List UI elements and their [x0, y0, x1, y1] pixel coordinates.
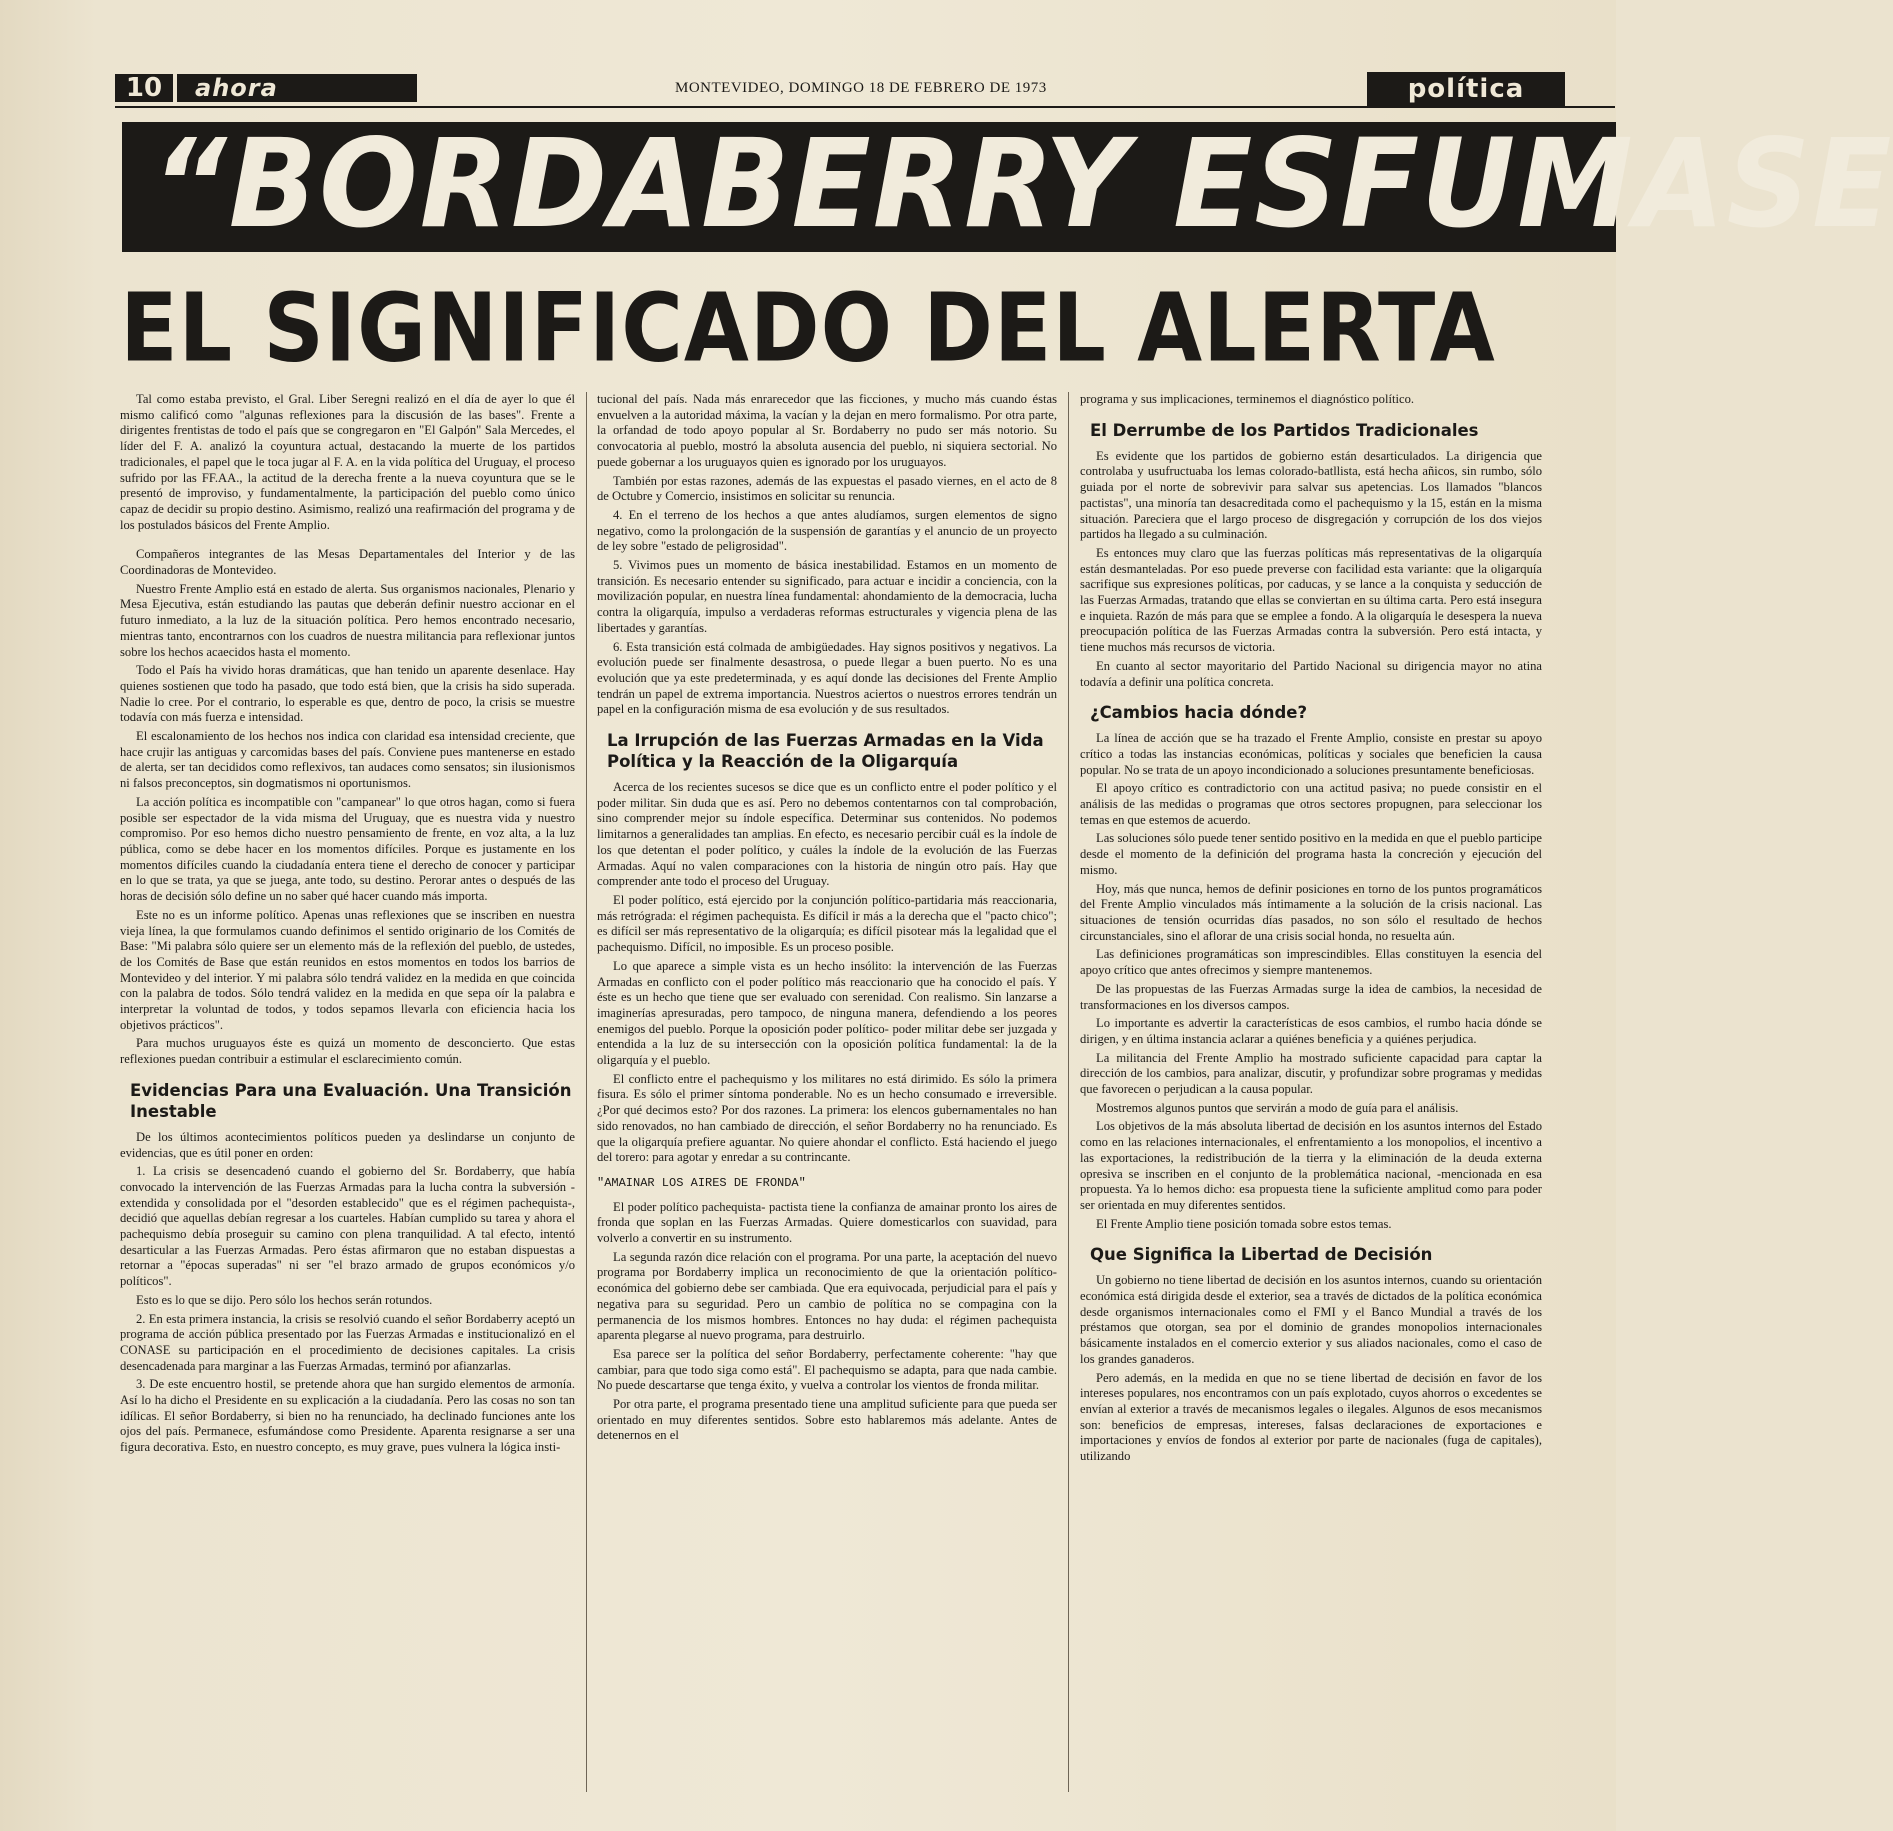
- sub-headline: EL SIGNIFICADO DEL ALERTA: [120, 273, 1496, 383]
- paragraph: Este no es un informe político. Apenas unas reflexiones que se inscriben en nuestra vieja línea, la que formulamos cuando definimos el sentido originario de los Comités de Base: "Mi palabra sólo quiere ser un elemento más de la reflexión del pueblo, de ustedes, de los Comités de Base que están reunidos en estos momentos en todos los barrios de Montevideo y del interior. Y mi palabra sólo tendrá validez en la medida en que coincida con la palabra de todos. Sólo tendrá validez en la medida en que sepa oír la palabra e interpretar la voluntad de todos, y todos sepamos llevarla con eficiencia hacia los objetivos prácticos".: [120, 907, 575, 1032]
- masthead-rule: [115, 106, 1615, 108]
- article-column-1: [120, 392, 575, 1812]
- paragraph: 4. En el terreno de los hechos a que antes aludíamos, surgen elementos de signo negativo, como la prolongación de la suspensión de garantías y el anuncio de un proyecto de ley sobre "estado de peligrosidad".: [597, 507, 1057, 554]
- paragraph: El apoyo crítico es contradictorio con una actitud pasiva; no puede consistir en el análisis de las medidas o programas que otros sectores propugnen, para seleccionar los temas en que estemos de acuerdo.: [1080, 781, 1542, 827]
- section-heading: Evidencias Para una Evaluación. Una Transición Inestable: [130, 1080, 572, 1121]
- paragraph: Nuestro Frente Amplio está en estado de alerta. Sus organismos nacionales, Plenario y Mesa Ejecutiva, están estudiando las pautas que deberán definir nuestro accionar en el futuro inmediato, a la luz de la situación política. Pero hemos encontrado necesario, mientras tanto, encontrarnos con los cuadros de nuestra militancia para reflexionar juntos sobre los hechos acaecidos hasta el momento.: [120, 581, 575, 659]
- paragraph: Es evidente que los partidos de gobierno están desarticulados. La dirigencia que controlaba y usufructuaba los lemas colorado-batllista, está hecha añicos, sin rumbo, sólo guiada por el norte de sobrevivir para salvar sus apetencias. Los llamados "blancos pactistas", una minoría tan desacreditada como el pachequismo y la 15, están en la misma situación. Pareciera que el largo proceso de disgregación y corrupción de los dos viejos partidos ha llegado a su culminación.: [1080, 448, 1542, 542]
- paragraph: Por otra parte, el programa presentado tiene una amplitud suficiente para que pueda ser orientado en muy diferentes sentidos. Sobre esto hablaremos más adelante. Antes de detenernos en el: [597, 1397, 1057, 1443]
- paragraph: Las definiciones programáticas son imprescindibles. Ellas constituyen la esencia del apoyo crítico que antes ofrecimos y siempre mantenemos.: [1080, 947, 1542, 978]
- paragraph: Tal como estaba previsto, el Gral. Liber Seregni realizó en el día de ayer lo que él mismo calificó como "algunas reflexiones para la discusión de las bases". Frente a dirigentes frentistas de todo el país que se congregaron en "El Galpón" Sala Mercedes, el líder del F. A. analizó la coyuntura actual, destacando la muerte de los partidos tradicionales, el papel que le toca jugar al F. A. en la vida política del Uruguay, el proceso sufrido por las FF.AA., la actitud de la derecha frente a la nueva coyuntura que se le presentó de improviso, y fundamentalmente, la participación del pueblo como único capaz de decidir su propio destino. Asimismo, realizó una reafirmación del programa y de los postulados básicos del Frente Amplio.: [120, 392, 575, 532]
- paragraph: 1. La crisis se desencadenó cuando el gobierno del Sr. Bordaberry, que había convocado la intervención de las Fuerzas Armadas para la lucha contra la subversión -extendida y consolidada por el "desorden establecido" que es el régimen pachequista-, decidió que aquellas debían regresar a los cuarteles. Habían cumplido su tarea y ahora el pachequismo debía proseguir su camino con plena tranquilidad. A tal efecto, intentó desarticular a las Fuerzas Armadas. Pero éstas afirmaron que no estaban dispuestas a retornar a "épocas superadas" ni ser "el brazo armado de grupos económicos y/o políticos".: [120, 1164, 575, 1289]
- paragraph: 6. Esta transición está colmada de ambigüedades. Hay signos positivos y negativos. La evolución puede ser finalmente desastrosa, o puede llegar a buen puerto. No es una evolución que ya este predeterminada, y es aquí donde las decisiones del Frente Amplio tendrán un papel de extrema importancia. Nuestros aciertos o nuestros errores tendrán un papel en la configuración misma de esa evolución y de sus resultados.: [597, 639, 1057, 717]
- paragraph: Para muchos uruguayos éste es quizá un momento de desconcierto. Que estas reflexiones puedan contribuir a estimular el esclarecimiento común.: [120, 1036, 575, 1067]
- headline-band: [122, 113, 1893, 256]
- section-label: política: [1367, 72, 1565, 106]
- paragraph: Un gobierno no tiene libertad de decisión en los asuntos internos, cuando su orientación económica está dirigida desde el exterior, sea a través de dictados de la política económica desde organismos internacionales como el FMI y el Banco Mundial a través de los préstamos que otorgan, sea por el dominio de grandes monopolios internacionales básicamente instalados en el comercio exterior y sus aliados nacionales, como el caso de los grandes ganaderos.: [1080, 1273, 1542, 1366]
- main-headline: “BORDABERRY ESFUMASE: [152, 113, 1893, 256]
- paragraph: Lo que aparece a simple vista es un hecho insólito: la intervención de las Fuerzas Armadas en conflicto con el poder político más reaccionario que ha conocido el país. Y éste es un hecho que tiene que ser evaluado con serenidad. Con realismo. Sin lanzarse a imaginerías apresuradas, pero tampoco, de ninguna manera, defendiendo a los peores enemigos del pueblo. Porque la oposición poder político- poder militar debe ser juzgada y entendida a la luz de su intersección con la oposición política fundamental: la de la oligarquía y el pueblo.: [597, 958, 1057, 1068]
- article-column-3: [1080, 392, 1542, 1812]
- masthead: [115, 72, 1565, 106]
- paragraph: La segunda razón dice relación con el programa. Por una parte, la aceptación del nuevo programa por Bordaberry implica un reconocimiento de que la orientación político- económica del gobierno debe ser cambiada. Que era equivocada, perjudicial para el país y negativa para su seguridad. Pero un cambio de política no se compagina con la permanencia de los mismos hombres. Entonces no hay duda: el régimen pachequista aparenta plegarse al nuevo programa, para destruirlo.: [597, 1249, 1057, 1343]
- paragraph: 2. En esta primera instancia, la crisis se resolvió cuando el señor Bordaberry aceptó un programa de acción pública presentado por las Fuerzas Armadas e institucionalizó en el CONASE su participación en el procedimiento de decisiones capitales. La crisis desencadenada para marginar a las Fuerzas Armadas, terminó por afianzarlas.: [120, 1311, 575, 1373]
- newspaper-logo: ahora: [177, 74, 417, 102]
- page-number: 10: [115, 74, 173, 102]
- paragraph: También por estas razones, además de las expuestas el pasado viernes, en el acto de 8 de Octubre y Comercio, insistimos en solicitar su renuncia.: [597, 473, 1057, 504]
- paragraph: El conflicto entre el pachequismo y los militares no está dirimido. Es sólo la primera fisura. Es sólo el primer síntoma ponderable. No es un hecho consumado e irreversible. ¿Por qué decimos esto? Por dos razones. La primera: los elencos gubernamentales no han sido renovados, no han cambiado de dirección, el señor Bordaberry no ha renunciado. Es que la oligarquía prefiere aguantar. No quiere ahondar el conflicto. Está haciendo el juego del torero: para agotar y enredar a su contrincante.: [597, 1071, 1057, 1165]
- paragraph: De los últimos acontecimientos políticos pueden ya deslindarse un conjunto de evidencias, que es útil poner en orden:: [120, 1129, 575, 1160]
- paragraph: La acción política es incompatible con "campanear" lo que otros hagan, como si fuera posible ser espectador de la vida misma del Uruguay, que es nuestra vida y nuestro compromiso. Por eso hemos dicho nuestro pensamiento de frente, en voz alta, a la luz pública, como se debe hacer en los momentos difíciles. Porque es justamente en los momentos difíciles cuando la ciudadanía entera tiene el derecho de conocer y participar en lo que se trata, ya que se juega, ante todo, su destino. Perorar antes o después de las horas de decisión sólo define un no saber qué hacer cuando más importa.: [120, 794, 575, 904]
- paragraph: En cuanto al sector mayoritario del Partido Nacional su dirigencia mayor no atina todavía a definir una política concreta.: [1080, 658, 1542, 689]
- paragraph: Todo el País ha vivido horas dramáticas, que han tenido un aparente desenlace. Hay quienes sostienen que todo ha pasado, que todo está bien, que la crisis ha sido superada. Nadie lo cree. Por el contrario, lo esperable es que, dentro de poco, la crisis se muestre todavía con más fuerza e intensidad.: [120, 663, 575, 725]
- dateline: MONTEVIDEO, DOMINGO 18 DE FEBRERO DE 1973: [675, 80, 1047, 96]
- paragraph: Acerca de los recientes sucesos se dice que es un conflicto entre el poder político y el poder militar. Sin duda que es así. Pero no debemos contentarnos con tal comprobación, sino comprender mejor su índole específica. Determinar sus contenidos. No podemos limitarnos a generalidades tan amplias. En efecto, es necesario percibir cuál es la índole de los que detentan el poder político, y cuáles la índole de la evolución de las Fuerzas Armadas. Aquí no valen comparaciones con la historia de ningún otro país. Hay que comprender ante todo el proceso del Uruguay.: [597, 780, 1057, 889]
- paragraph: Esa parece ser la política del señor Bordaberry, perfectamente coherente: "hay que cambiar, para que todo siga como está". El pachequismo se adapta, para que nada cambie. No puede descartarse que tenga éxito, y vuelva a controlar los vientos de fronda militar.: [597, 1346, 1057, 1393]
- section-heading: ¿Cambios hacia dónde?: [1090, 703, 1308, 723]
- paragraph: 3. De este encuentro hostil, se pretende ahora que han surgido elementos de armonía. Así lo ha dicho el Presidente en su explicación a la ciudadanía. Pero las cosas no son tan idílicas. El señor Bordaberry, si bien no ha renunciado, ha declinado funciones ante los ojos del país. Permanece, esfumándose como Presidente. Aparenta resignarse a ser una figura decorativa. Esto, en nuestro concepto, es muy grave, pues vulnera la lógica insti-: [120, 1377, 575, 1455]
- paragraph: Hoy, más que nunca, hemos de definir posiciones en torno de los puntos programáticos del Frente Amplio vinculados más íntimamente a la solución de la crisis nacional. Las situaciones de tensión ocurridas días pasados, no son sólo el resultado de hechos circunstanciales, sino el aflorar de una crisis social honda, no resuelta aún.: [1080, 881, 1542, 943]
- paragraph: Las soluciones sólo puede tener sentido positivo en la medida en que el pueblo participe desde el momento de la definición del programa hasta la concreción y ejecución del mismo.: [1080, 831, 1542, 877]
- section-heading: El Derrumbe de los Partidos Tradicionales: [1090, 420, 1479, 440]
- section-heading: Que Significa la Libertad de Decisión: [1090, 1245, 1433, 1265]
- paragraph: El poder político, está ejercido por la conjunción político-partidaria más reaccionaria, más retrógrada: el régimen pachequista. Es difícil ir más a la derecha que el "pacto chico"; es difícil ser más representativo de la oligarquía; es difícil pisotear más la legalidad que el pachequismo. Difícil, no imposible. Es un proceso posible.: [597, 892, 1057, 955]
- paragraph: Los objetivos de la más absoluta libertad de decisión en los asuntos internos del Estado como en las relaciones internacionales, el enfrentamiento a los monopolios, el incentivo a las exportaciones, la redistribución de la tierra y la eliminación de la deuda externa opresiva se inscriben en el conjunto de la problemática nacional, -mencionada en esa propuesta. Ya lo hemos dicho: esa propuesta tiene la suficiente amplitud como para poder ser orientada en muy diferentes sentidos.: [1080, 1119, 1542, 1212]
- paragraph: Lo importante es advertir la características de esos cambios, el rumbo hacia dónde se dirigen, y en última instancia aclarar a quiénes beneficia y a quiénes perjudica.: [1080, 1016, 1542, 1046]
- paragraph: Es entonces muy claro que las fuerzas políticas más representativas de la oligarquía están desmanteladas. Por eso puede preverse con facilidad esta variante: que la oligarquía sacrifique sus expresiones políticas, por caducas, y se lance a la conquista y seducción de las Fuerzas Armadas, tratando que ellas se conviertan en su última carta. Pero está insegura e inquieta. Razón de más para que se emplee a fondo. A la oligarquía le desespera la nueva preocupación política de las Fuerzas Armadas contra la subversión. Pero está intacta, y tiene muchos más recursos de victoria.: [1080, 545, 1542, 655]
- column-divider: [586, 392, 587, 1792]
- paragraph: Pero además, en la medida en que no se tiene libertad de decisión en favor de los intereses populares, nos encontramos con un país explotado, cuyos ahorros o excedentes se envían al exterior a través de mecanismos legales o ilegales. Algunos de esos mecanismos son: beneficios de empresas, intereses, falsas declaraciones de exportaciones e importaciones y envíos de fondos al exterior por parte de nacionales (fuga de capitales), utilizando: [1080, 1370, 1542, 1464]
- paragraph: programa y sus implicaciones, terminemos el diagnóstico político.: [1080, 392, 1415, 406]
- section-subheading: "AMAINAR LOS AIRES DE FRONDA": [597, 1175, 806, 1190]
- paragraph: El Frente Amplio tiene posición tomada sobre estos temas.: [1096, 1216, 1392, 1231]
- article-column-2: [597, 392, 1057, 1812]
- column-divider: [1068, 392, 1069, 1792]
- paragraph: De las propuestas de las Fuerzas Armadas surge la idea de cambios, la necesidad de transformaciones en los diversos campos.: [1080, 981, 1542, 1012]
- paragraph: Mostremos algunos puntos que servirán a modo de guía para el análisis.: [1096, 1100, 1459, 1115]
- paragraph: Compañeros integrantes de las Mesas Departamentales del Interior y de las Coordinadoras de Montevideo.: [120, 547, 575, 578]
- paragraph: La línea de acción que se ha trazado el Frente Amplio, consiste en prestar su apoyo crítico a todas las instancias económicas, políticas y sociales que beneficien la causa popular. No se trata de un apoyo incondicionado a soluciones presuntamente beneficiosas.: [1080, 731, 1542, 777]
- paragraph: La militancia del Frente Amplio ha mostrado suficiente capacidad para captar la dirección de los cambios, para analizar, discutir, y profundizar sobre programas y medidas que favorecen o perjudican a la causa popular.: [1080, 1050, 1542, 1097]
- paragraph: El poder político pachequista- pactista tiene la confianza de amainar pronto los aires de fronda que soplan en las Fuerzas Armadas. Quiere domesticarlos con suavidad, para volverlo a convertir en su instrumento.: [597, 1199, 1057, 1246]
- paragraph: El escalonamiento de los hechos nos indica con claridad esa intensidad creciente, que hace crujir las antiguas y carcomidas bases del país. Conviene pues mantenerse en estado de alerta, ser tan decididos como reflexivos, tan audaces como sensatos; sin ilusionismos ni falsos preconceptos, sin dogmatismos ni oportunismos.: [120, 729, 575, 791]
- paragraph: tucional del país. Nada más enrarecedor que las ficciones, y mucho más cuando éstas envuelven a la autoridad máxima, la vacían y la dejan en mero formalismo. Por otra parte, la orfandad de todo apoyo popular al Sr. Bordaberry no pudo ser más notorio. Su convocatoria al pueblo, mostró la absoluta ausencia del pueblo, ni siquiera sectorial. No puede gobernar a los uruguayos quien es ignorado por los uruguayos.: [597, 392, 1057, 469]
- paragraph: Esto es lo que se dijo. Pero sólo los hechos serán rotundos.: [136, 1292, 433, 1307]
- paragraph: 5. Vivimos pues un momento de básica inestabilidad. Estamos en un momento de transición. Es necesario entender su significado, para actuar e incidir a conciencia, con la movilización popular, en nuestra línea fundamental: ahondamiento de la democracia, lucha contra la oligarquía, impulso a verdaderas reformas estructurales y vigencia plena de las libertades y garantías.: [597, 558, 1057, 635]
- section-heading: La Irrupción de las Fuerzas Armadas en la Vida Política y la Reacción de la Oligarquía: [607, 731, 1044, 772]
